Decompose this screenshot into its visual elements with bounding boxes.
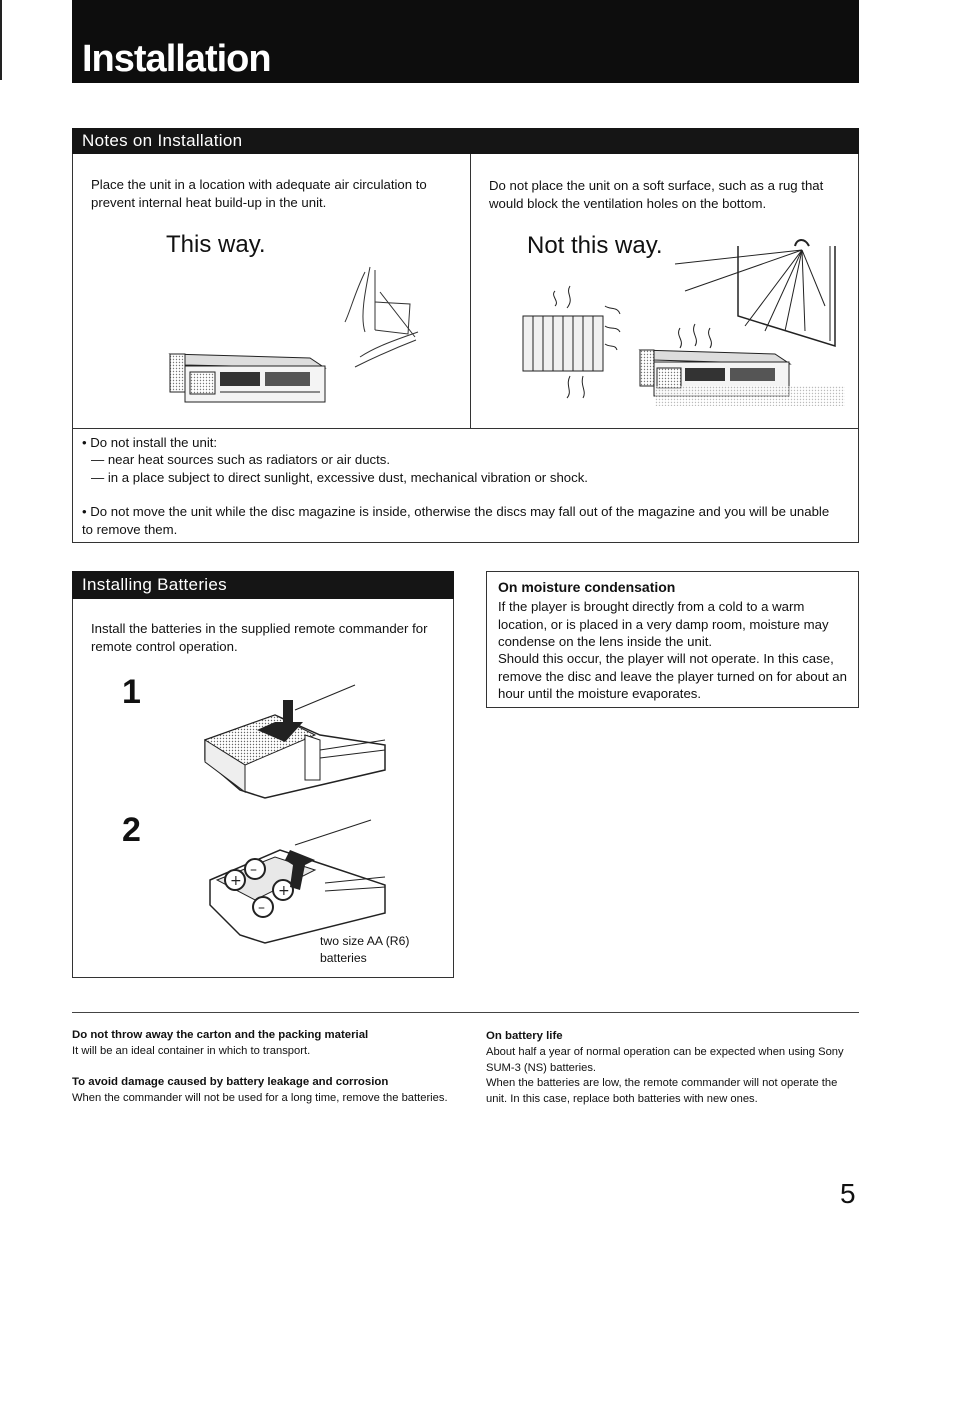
svg-text:+: +: [278, 883, 290, 899]
step-2-number: 2: [122, 811, 141, 849]
notes-divider-horizontal: [72, 428, 859, 429]
remote-batteries-illustration: [205, 815, 395, 945]
leak-heading-text: To avoid damage caused by battery leakage and corrosion: [72, 1076, 389, 1088]
not-this-way-label: Not this way.: [527, 232, 663, 259]
page-edge-mark: [0, 0, 2, 80]
title-bar: [72, 0, 859, 83]
batteries-heading: Installing Batteries: [72, 571, 454, 599]
footer-divider: [72, 1012, 859, 1013]
battery-life-heading: [486, 1029, 858, 1045]
battery-life-heading-text: On battery life: [486, 1030, 563, 1042]
remote-cover-illustration: [195, 680, 395, 805]
moisture-heading: On moisture condensation: [498, 579, 676, 595]
carton-heading-text: Do not throw away the carton and the packing material: [72, 1029, 369, 1041]
carton-heading: [72, 1028, 452, 1044]
svg-text:–: –: [250, 862, 257, 878]
battery-life-text-1: About half a year of normal operation can be expected when using Sony SUM-3 (NS) batteries.: [486, 1046, 844, 1074]
page-title: Installation: [82, 38, 271, 80]
this-way-illustration: [160, 262, 430, 412]
moisture-text-1: If the player is brought directly from a cold to a warm location, or is placed in a very damp room, moisture may condense on the lens inside the unit.: [498, 599, 829, 649]
battery-life-text-2: When the batteries are low, the remote commander will not operate the unit. In this case, replace both batteries with new ones.: [486, 1077, 838, 1105]
batteries-text: Install the batteries in the supplied remote commander for remote control operation.: [91, 621, 428, 654]
leak-text: When the commander will not be used for a long time, remove the batteries.: [72, 1092, 448, 1104]
carton-text: It will be an ideal container in which to transport.: [72, 1045, 311, 1057]
this-way-label: This way.: [166, 231, 266, 258]
step-1-number: 1: [122, 673, 141, 711]
notes-left-text: Place the unit in a location with adequate air circulation to prevent internal heat build-up in the unit.: [91, 177, 427, 210]
svg-text:–: –: [258, 900, 265, 916]
leak-heading: [72, 1075, 452, 1091]
svg-text:+: +: [230, 873, 242, 889]
notes-bullet-1: • Do not install the unit:: [82, 435, 218, 450]
notes-bullet-1-sub-2: — in a place subject to direct sunlight, excessive dust, mechanical vibration or shock.: [91, 470, 588, 485]
notes-right-text: Do not place the unit on a soft surface, such as a rug that would block the ventilation holes on the bottom.: [489, 178, 824, 211]
notes-divider-vertical: [470, 154, 471, 429]
notes-bullet-1-sub-1: — near heat sources such as radiators or air ducts.: [91, 452, 391, 467]
page-number: 5: [840, 1178, 856, 1209]
notes-bullet-2: • Do not move the unit while the disc magazine is inside, otherwise the discs may fall out of the magazine and you will be unable to remove them.: [82, 504, 830, 537]
not-this-way-illustration: [505, 236, 845, 411]
batteries-caption: two size AA (R6) batteries: [320, 934, 410, 965]
notes-heading: Notes on Installation: [72, 128, 859, 154]
moisture-text-2: Should this occur, the player will not operate. In this case, remove the disc and leave the player turned on for about an hour until the moisture evaporates.: [498, 651, 847, 701]
